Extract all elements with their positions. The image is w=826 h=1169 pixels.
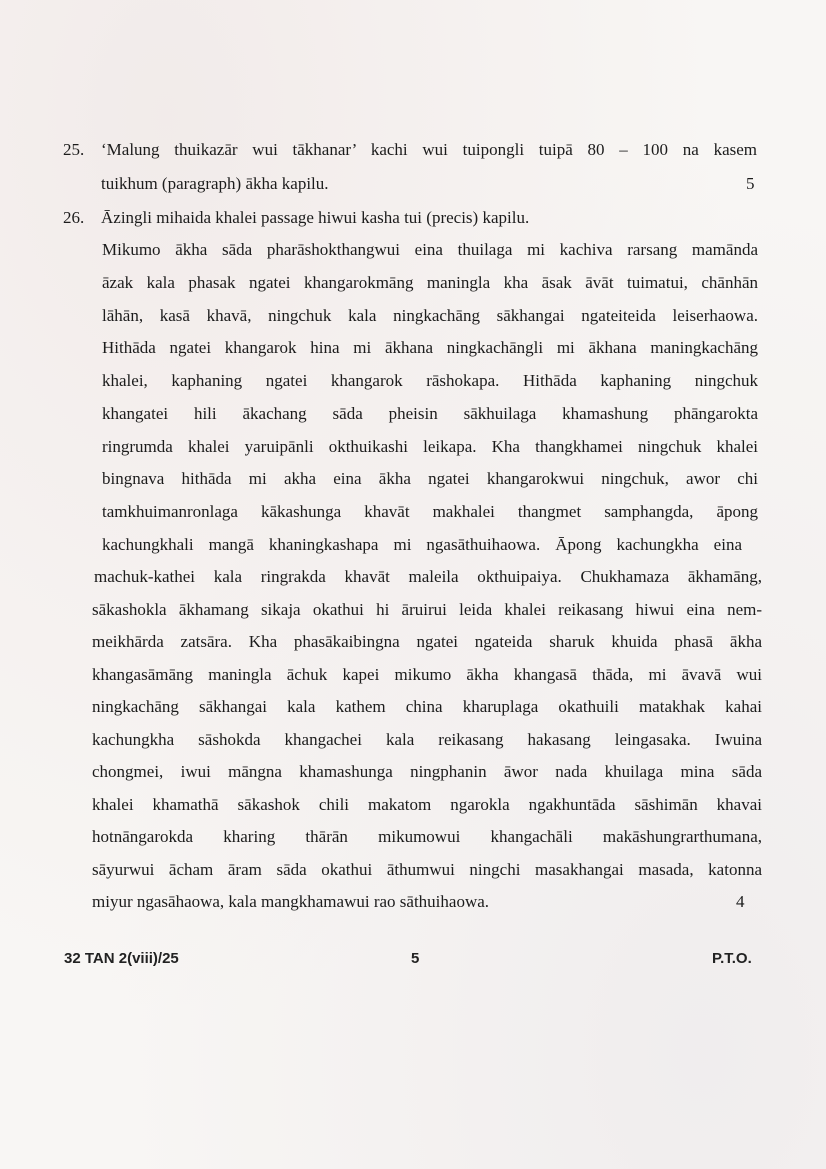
passage-line: sākashokla ākhamang sikaja okathui hi āruirui leida khalei reikasang hiwui eina nem-: [92, 600, 762, 619]
passage-line: khangatei hili ākachang sāda pheisin sākhuilaga khamashung phāngarokta: [102, 404, 758, 423]
question-26-number: 26.: [63, 208, 85, 227]
question-26-instruction: Āzingli mihaida khalei passage hiwui kasha tui (precis) kapilu.: [101, 208, 530, 227]
passage-line: chongmei, iwui māngna khamashunga ningphanin āwor nada khuilaga mina sāda: [92, 762, 762, 781]
passage-line: āzak kala phasak ngatei khangarokmāng maningla kha āsak āvāt tuimatui, chānhān: [102, 273, 758, 292]
passage-line: hotnāngarokda kharing thārān mikumowui khangachāli makāshungrarthumana,: [92, 827, 762, 846]
passage-line: miyur ngasāhaowa, kala mangkhamawui rao sāthuihaowa.: [92, 892, 490, 911]
passage-line: kachungkha sāshokda khangachei kala reikasang hakasang leingasaka. Iwuina: [92, 730, 762, 749]
passage-line: tamkhuimanronlaga kākashunga khavāt makhalei thangmet samphangda, āpong: [102, 502, 758, 521]
passage-line: ringrumda khalei yaruipānli okthuikashi leikapa. Kha thangkhamei ningchuk khalei: [102, 437, 758, 456]
passage-line: bingnava hithāda mi akha eina ākha ngatei khangarokwui ningchuk, awor chi: [102, 469, 758, 488]
passage-line: kachungkhali mangā khaningkashapa mi ngasāthuihaowa. Āpong kachungkha eina: [102, 535, 742, 554]
question-25-marks: 5: [746, 174, 755, 193]
passage-line: khalei, kaphaning ngatei khangarok rāshokapa. Hithāda kaphaning ningchuk: [102, 371, 758, 390]
page-number: 5: [411, 950, 420, 967]
passage-line: Hithāda ngatei khangarok hina mi ākhana ningkachāngli mi ākhana maningkachāng: [102, 338, 758, 357]
question-26-marks: 4: [736, 892, 745, 911]
passage-line: ningkachāng sākhangai kala kathem china kharuplaga okathuili matakhak kahai: [92, 697, 762, 716]
passage-line: meikhārda zatsāra. Kha phasākaibingna ngatei ngateida sharuk khuida phasā ākha: [92, 632, 762, 651]
question-25-number: 25.: [63, 140, 85, 159]
question-25-line-1: ‘Malung thuikazār wui tākhanar’ kachi wui tuipongli tuipā 80 – 100 na kasem: [101, 140, 757, 159]
passage-line: machuk-kathei kala ringrakda khavāt maleila okthuipaiya. Chukhamaza ākhamāng,: [94, 567, 762, 586]
passage-line: khangasāmāng maningla āchuk kapei mikumo ākha khangasā thāda, mi āvavā wui: [92, 665, 762, 684]
please-turn-over: P.T.O.: [712, 950, 752, 967]
question-25-line-2: tuikhum (paragraph) ākha kapilu.: [101, 174, 329, 193]
passage-line: khalei khamathā sākashok chili makatom ngarokla ngakhuntāda sāshimān khavai: [92, 795, 762, 814]
paper-code: 32 TAN 2(viii)/25: [64, 950, 179, 967]
passage-line: sāyurwui ācham āram sāda okathui āthumwui ningchi masakhangai masada, katonna: [92, 860, 762, 879]
passage-line: Mikumo ākha sāda pharāshokthangwui eina thuilaga mi kachiva rarsang mamānda: [102, 240, 758, 259]
passage-line: lāhān, kasā khavā, ningchuk kala ningkachāng sākhangai ngateiteida leiserhaowa.: [102, 306, 758, 325]
